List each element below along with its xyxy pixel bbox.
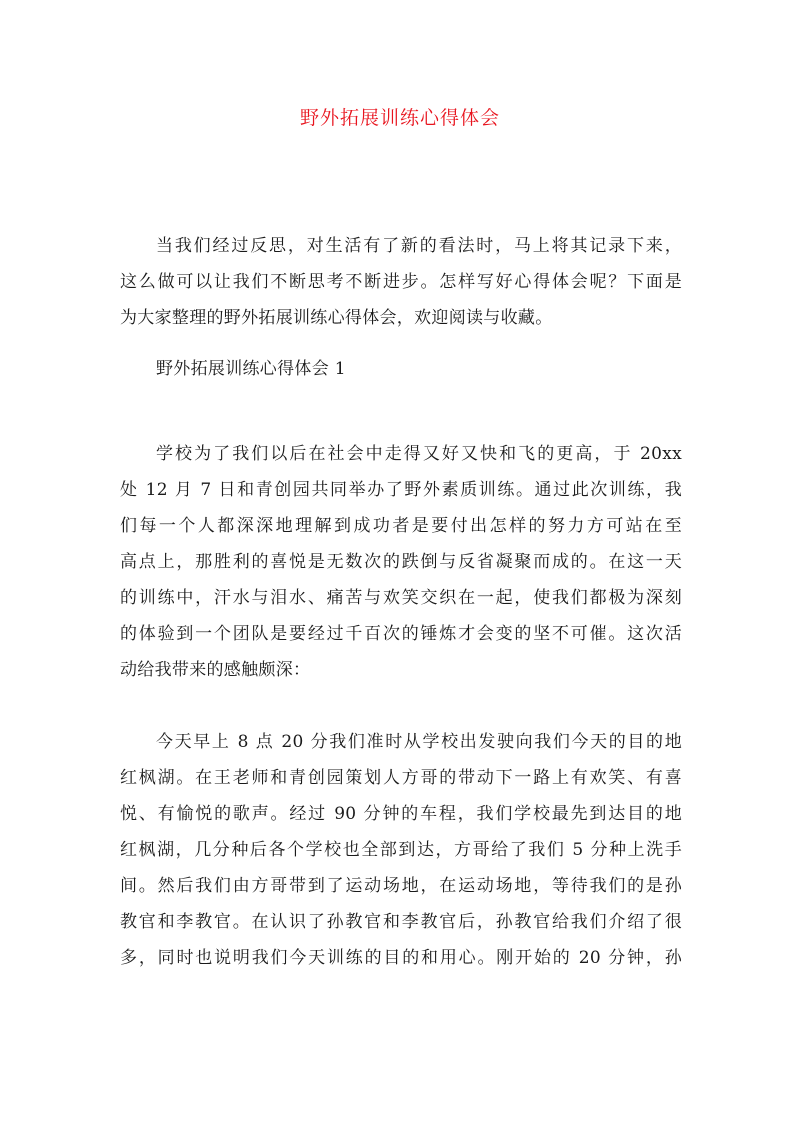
- paragraph-line: 多，同时也说明我们今天训练的目的和用心。刚开始的 20 分钟，孙: [120, 948, 682, 968]
- paragraph-line: 的体验到一个团队是要经过千百次的锤炼才会变的坚不可催。这次活: [120, 624, 682, 644]
- paragraph-line: 间。然后我们由方哥带到了运动场地，在运动场地，等待我们的是孙: [120, 876, 682, 896]
- paragraph-line: 们每一个人都深深地理解到成功者是要付出怎样的努力方可站在至: [120, 516, 682, 536]
- paragraph-line: 今天早上 8 点 20 分我们准时从学校出发驶向我们今天的目的地: [156, 732, 682, 752]
- paragraph-line: 为大家整理的野外拓展训练心得体会，欢迎阅读与收藏。: [120, 308, 553, 328]
- paragraph-line: 动给我带来的感触颇深：: [120, 660, 311, 680]
- paragraph-line: 当我们经过反思，对生活有了新的看法时，马上将其记录下来，: [156, 236, 682, 256]
- paragraph-line: 高点上，那胜利的喜悦是无数次的跌倒与反省凝聚而成的。在这一天: [120, 552, 682, 572]
- paragraph-line: 的训练中，汗水与泪水、痛苦与欢笑交织在一起，使我们都极为深刻: [120, 588, 682, 608]
- paragraph-line: 红枫湖。在王老师和青创园策划人方哥的带动下一路上有欢笑、有喜: [120, 768, 682, 788]
- section-heading-text: 野外拓展训练心得体会 1: [156, 359, 346, 379]
- paragraph-line: 处 12 月 7 日和青创园共同举办了野外素质训练。通过此次训练，我: [120, 480, 682, 500]
- paragraph-line: 学校为了我们以后在社会中走得又好又快和飞的更高，于 20xx: [156, 444, 682, 464]
- paragraph-line: 教官和李教官。在认识了孙教官和李教官后，孙教官给我们介绍了很: [120, 912, 682, 932]
- paragraph-line: 悦、有愉悦的歌声。经过 90 分钟的车程，我们学校最先到达目的地: [120, 804, 682, 824]
- document-title: 野外拓展训练心得体会: [299, 107, 500, 129]
- paragraph-line: 红枫湖，几分种后各个学校也全部到达，方哥给了我们 5 分种上洗手: [120, 840, 682, 860]
- paragraph-line: 这么做可以让我们不断思考不断进步。怎样写好心得体会呢？下面是: [120, 272, 682, 292]
